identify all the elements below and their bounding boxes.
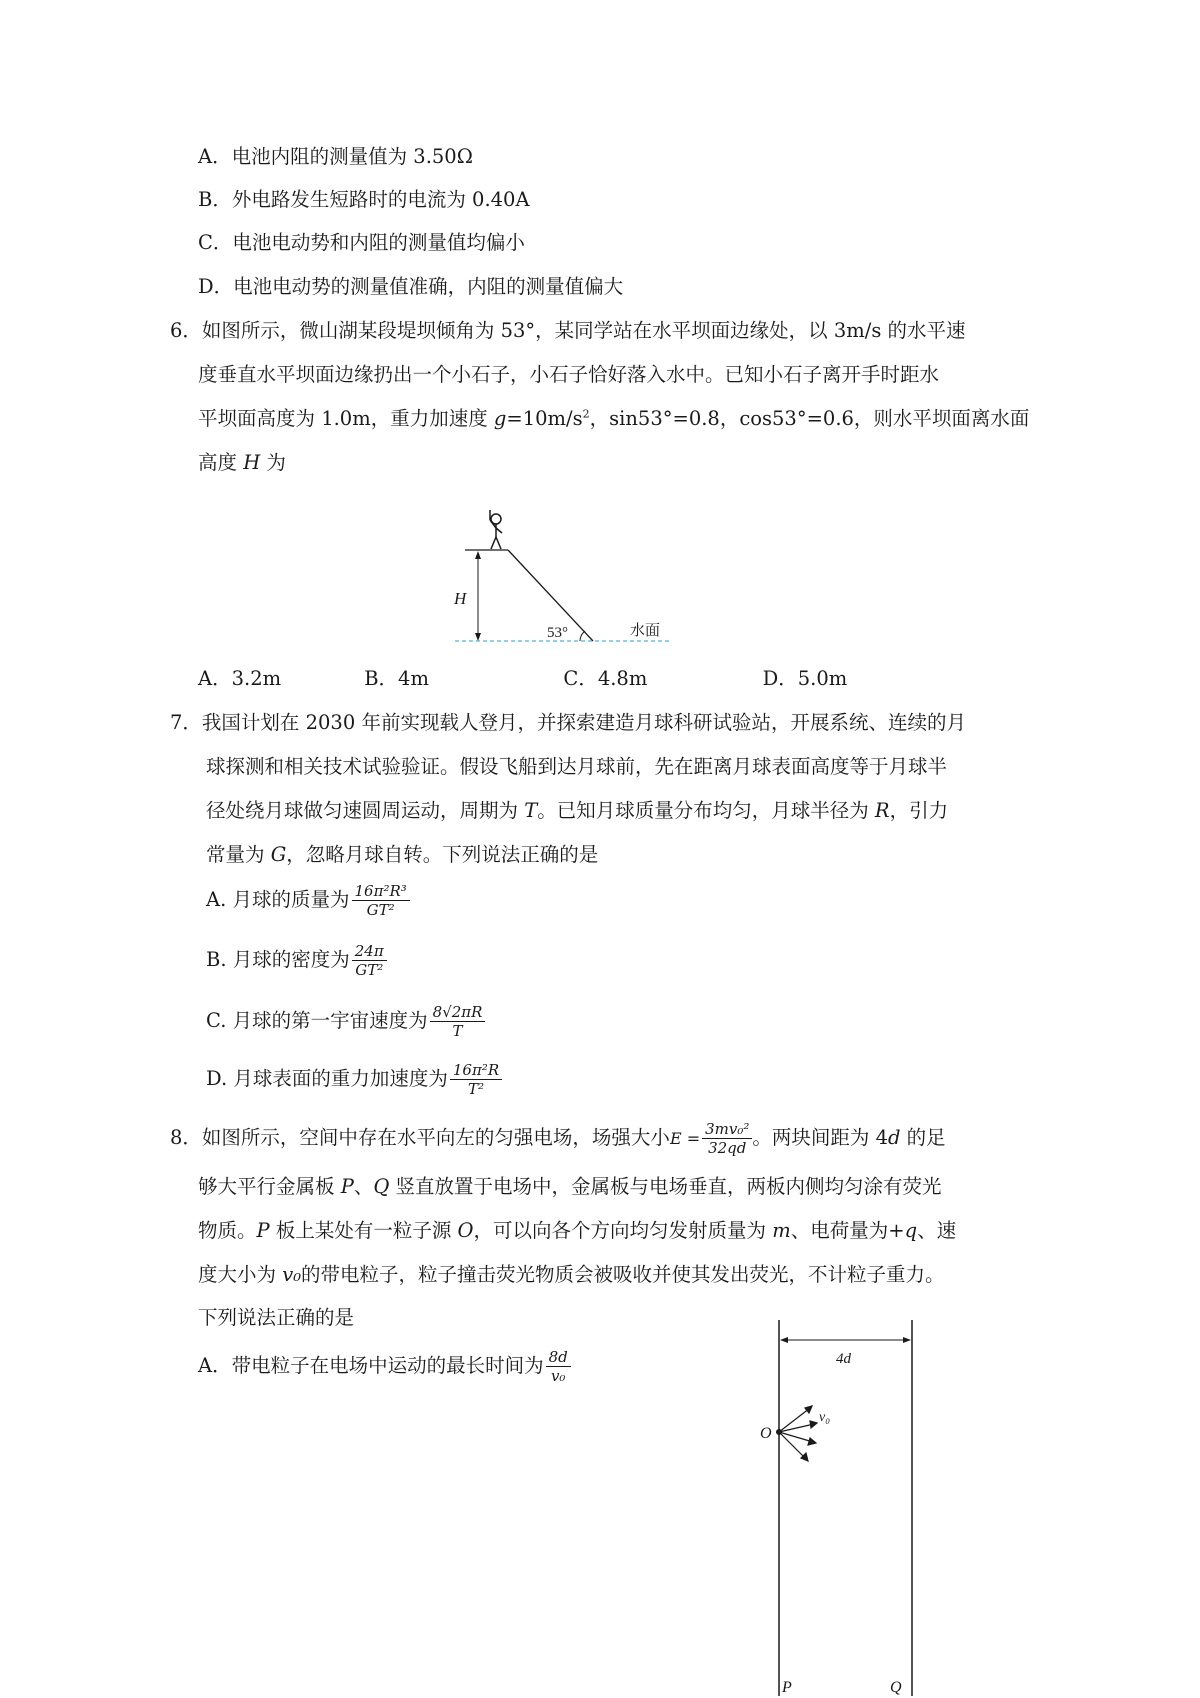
fraction: $\frac{8d}{\text{v₀}}$	[546, 1348, 571, 1385]
question-text: 的带电粒子，粒子撞击荧光物质会被吸收并使其发出荧光，不计粒子重力。	[301, 1263, 945, 1286]
distance-label: 4d	[836, 1351, 851, 1367]
question-text: 如图所示，空间中存在水平向左的匀强电场，场强大小	[201, 1126, 670, 1149]
q7-line-2	[206, 754, 947, 780]
symbol-h: H	[243, 451, 261, 474]
q5-option-d	[198, 274, 623, 300]
q6-option-c: C．4.8m	[563, 667, 648, 690]
option-text: 月球的质量为	[232, 888, 350, 911]
q7-option-c	[206, 1003, 485, 1040]
field-fraction: $\frac{\text{3mv₀²}}{32qd}$	[702, 1120, 752, 1157]
dam-figure	[440, 495, 690, 650]
symbol-g: G	[270, 843, 287, 866]
question-text: 径处绕月球做匀速圆周运动，周期为	[206, 799, 525, 822]
symbol-v0: v₀	[282, 1263, 302, 1286]
water-label: 水面	[630, 621, 661, 639]
velocity-label: v₀	[819, 1410, 831, 1425]
question-text: ，引力	[889, 799, 949, 822]
superscript: 2	[582, 407, 590, 421]
q6-options	[198, 666, 847, 692]
fraction: $\frac{8√2\pi R}{T}$	[430, 1003, 486, 1040]
option-text: 外电路发生短路时的电流为 0.40A	[231, 188, 530, 211]
symbol-q-charge: q	[904, 1219, 918, 1242]
option-text: 电池电动势和内阻的测量值均偏小	[232, 231, 525, 254]
option-text: 月球的密度为	[232, 948, 350, 971]
q6-option-d: D．5.0m	[762, 667, 848, 690]
fraction: $\frac{\text{16π²R³}}{\text{GT²}}$	[352, 882, 410, 919]
label-q: Q	[890, 1679, 902, 1696]
question-text: 物质。	[198, 1219, 257, 1242]
option-letter: D．	[198, 275, 234, 298]
question-number: 6．	[170, 319, 202, 342]
q6-line-1	[170, 318, 966, 344]
label-h: H	[454, 589, 467, 608]
question-text: ，忽略月球自转。下列说法正确的是	[286, 843, 599, 866]
question-text: 常量为	[206, 843, 271, 866]
symbol-q: Q	[373, 1175, 390, 1198]
q8-line-2	[198, 1174, 942, 1200]
question-text: 下列说法正确的是	[198, 1306, 355, 1329]
question-text: 度大小为	[198, 1263, 283, 1286]
plates-figure	[750, 1318, 950, 1698]
symbol-o: O	[457, 1219, 474, 1242]
question-text: 球探测和相关技术试验验证。假设飞船到达月球前，先在距离月球表面高度等于月球半	[206, 755, 948, 778]
question-text: 。已知月球质量分布均匀，月球半径为	[537, 799, 875, 822]
symbol-p: P	[340, 1175, 354, 1198]
question-text: =10m/s	[506, 407, 583, 430]
q5-option-a	[198, 144, 473, 170]
symbol-t: T	[524, 799, 538, 822]
option-letter: C．	[198, 231, 233, 254]
symbol-g: g	[493, 407, 507, 430]
question-text: 的足	[900, 1126, 946, 1149]
velocity-arrows	[779, 1406, 817, 1461]
q7-line-3	[206, 798, 948, 824]
q6-option-a: A．3.2m	[198, 667, 282, 690]
q7-option-b	[206, 942, 387, 979]
question-text: 为	[260, 451, 286, 474]
q6-option-b: B．4m	[364, 667, 429, 690]
option-letter: D.	[206, 1067, 228, 1090]
symbol-p: P	[256, 1219, 270, 1242]
q6-line-3	[198, 406, 1029, 432]
q6-line-2	[198, 362, 939, 388]
q5-option-b	[198, 187, 530, 213]
question-text: ，sin53°=0.8，cos53°=0.6，则水平坝面离水面	[589, 407, 1030, 430]
formula-lhs: E =	[669, 1129, 701, 1148]
option-letter: A．	[198, 145, 232, 168]
option-letter: A．	[198, 1354, 232, 1377]
q5-option-c	[198, 230, 525, 256]
option-text: 电池电动势的测量值准确，内阻的测量值偏大	[233, 275, 624, 298]
symbol-m: m	[772, 1219, 791, 1242]
source-label: O	[760, 1425, 772, 1442]
question-text: 板上某处有一粒子源	[269, 1219, 458, 1242]
question-text: 够大平行金属板	[198, 1175, 341, 1198]
symbol-r: R	[874, 799, 890, 822]
question-text: 竖直放置于电场中，金属板与电场垂直，两板内侧均匀涂有荧光	[389, 1175, 942, 1198]
option-text: 月球表面的重力加速度为	[233, 1067, 448, 1090]
question-text: 平坝面高度为 1.0m，重力加速度	[198, 407, 494, 430]
q6-line-4	[198, 450, 286, 476]
q7-option-a	[206, 882, 410, 919]
option-letter: B.	[206, 948, 227, 971]
question-number: 8．	[170, 1126, 202, 1149]
angle-label: 53°	[547, 625, 568, 641]
q7-option-d	[206, 1061, 502, 1098]
option-text: 电池内阻的测量值为 3.50Ω	[231, 145, 473, 168]
q8-option-a	[198, 1348, 571, 1385]
question-text: 。两块间距为 4	[752, 1126, 888, 1149]
q8-line-5	[198, 1305, 354, 1331]
question-text: 我国计划在 2030 年前实现载人登月，并探索建造月球科研试验站，开展系统、连续的月	[201, 711, 966, 734]
symbol-d: d	[888, 1126, 901, 1149]
stick-figure-icon	[490, 510, 502, 549]
question-text: 、电荷量为+	[790, 1219, 905, 1242]
question-text: 、	[353, 1175, 374, 1198]
fraction: $\frac{24\pi}{\text{GT²}}$	[352, 942, 387, 979]
label-p: P	[782, 1679, 792, 1696]
question-text: 、速	[917, 1219, 957, 1242]
question-text: 度垂直水平坝面边缘扔出一个小石子，小石子恰好落入水中。已知小石子离开手时距水	[198, 363, 940, 386]
option-letter: B．	[198, 188, 232, 211]
q8-line-4	[198, 1262, 945, 1288]
question-number: 7．	[170, 711, 202, 734]
q8-line-3	[198, 1218, 956, 1244]
option-letter: A.	[206, 888, 227, 911]
question-text: ，可以向各个方向均匀发射质量为	[473, 1219, 773, 1242]
option-text: 月球的第一宇宙速度为	[232, 1009, 428, 1032]
option-text: 带电粒子在电场中运动的最长时间为	[231, 1354, 544, 1377]
question-text: 高度	[198, 451, 244, 474]
question-text: 如图所示，微山湖某段堤坝倾角为 53°，某同学站在水平坝面边缘处，以 3m/s 的水平速	[201, 319, 966, 342]
fraction: $\frac{\text{16π²R}}{\text{T²}}$	[450, 1061, 502, 1098]
q7-line-1	[170, 710, 966, 736]
option-letter: C.	[206, 1009, 227, 1032]
q8-line-1	[170, 1120, 946, 1157]
q7-line-4	[206, 842, 598, 868]
